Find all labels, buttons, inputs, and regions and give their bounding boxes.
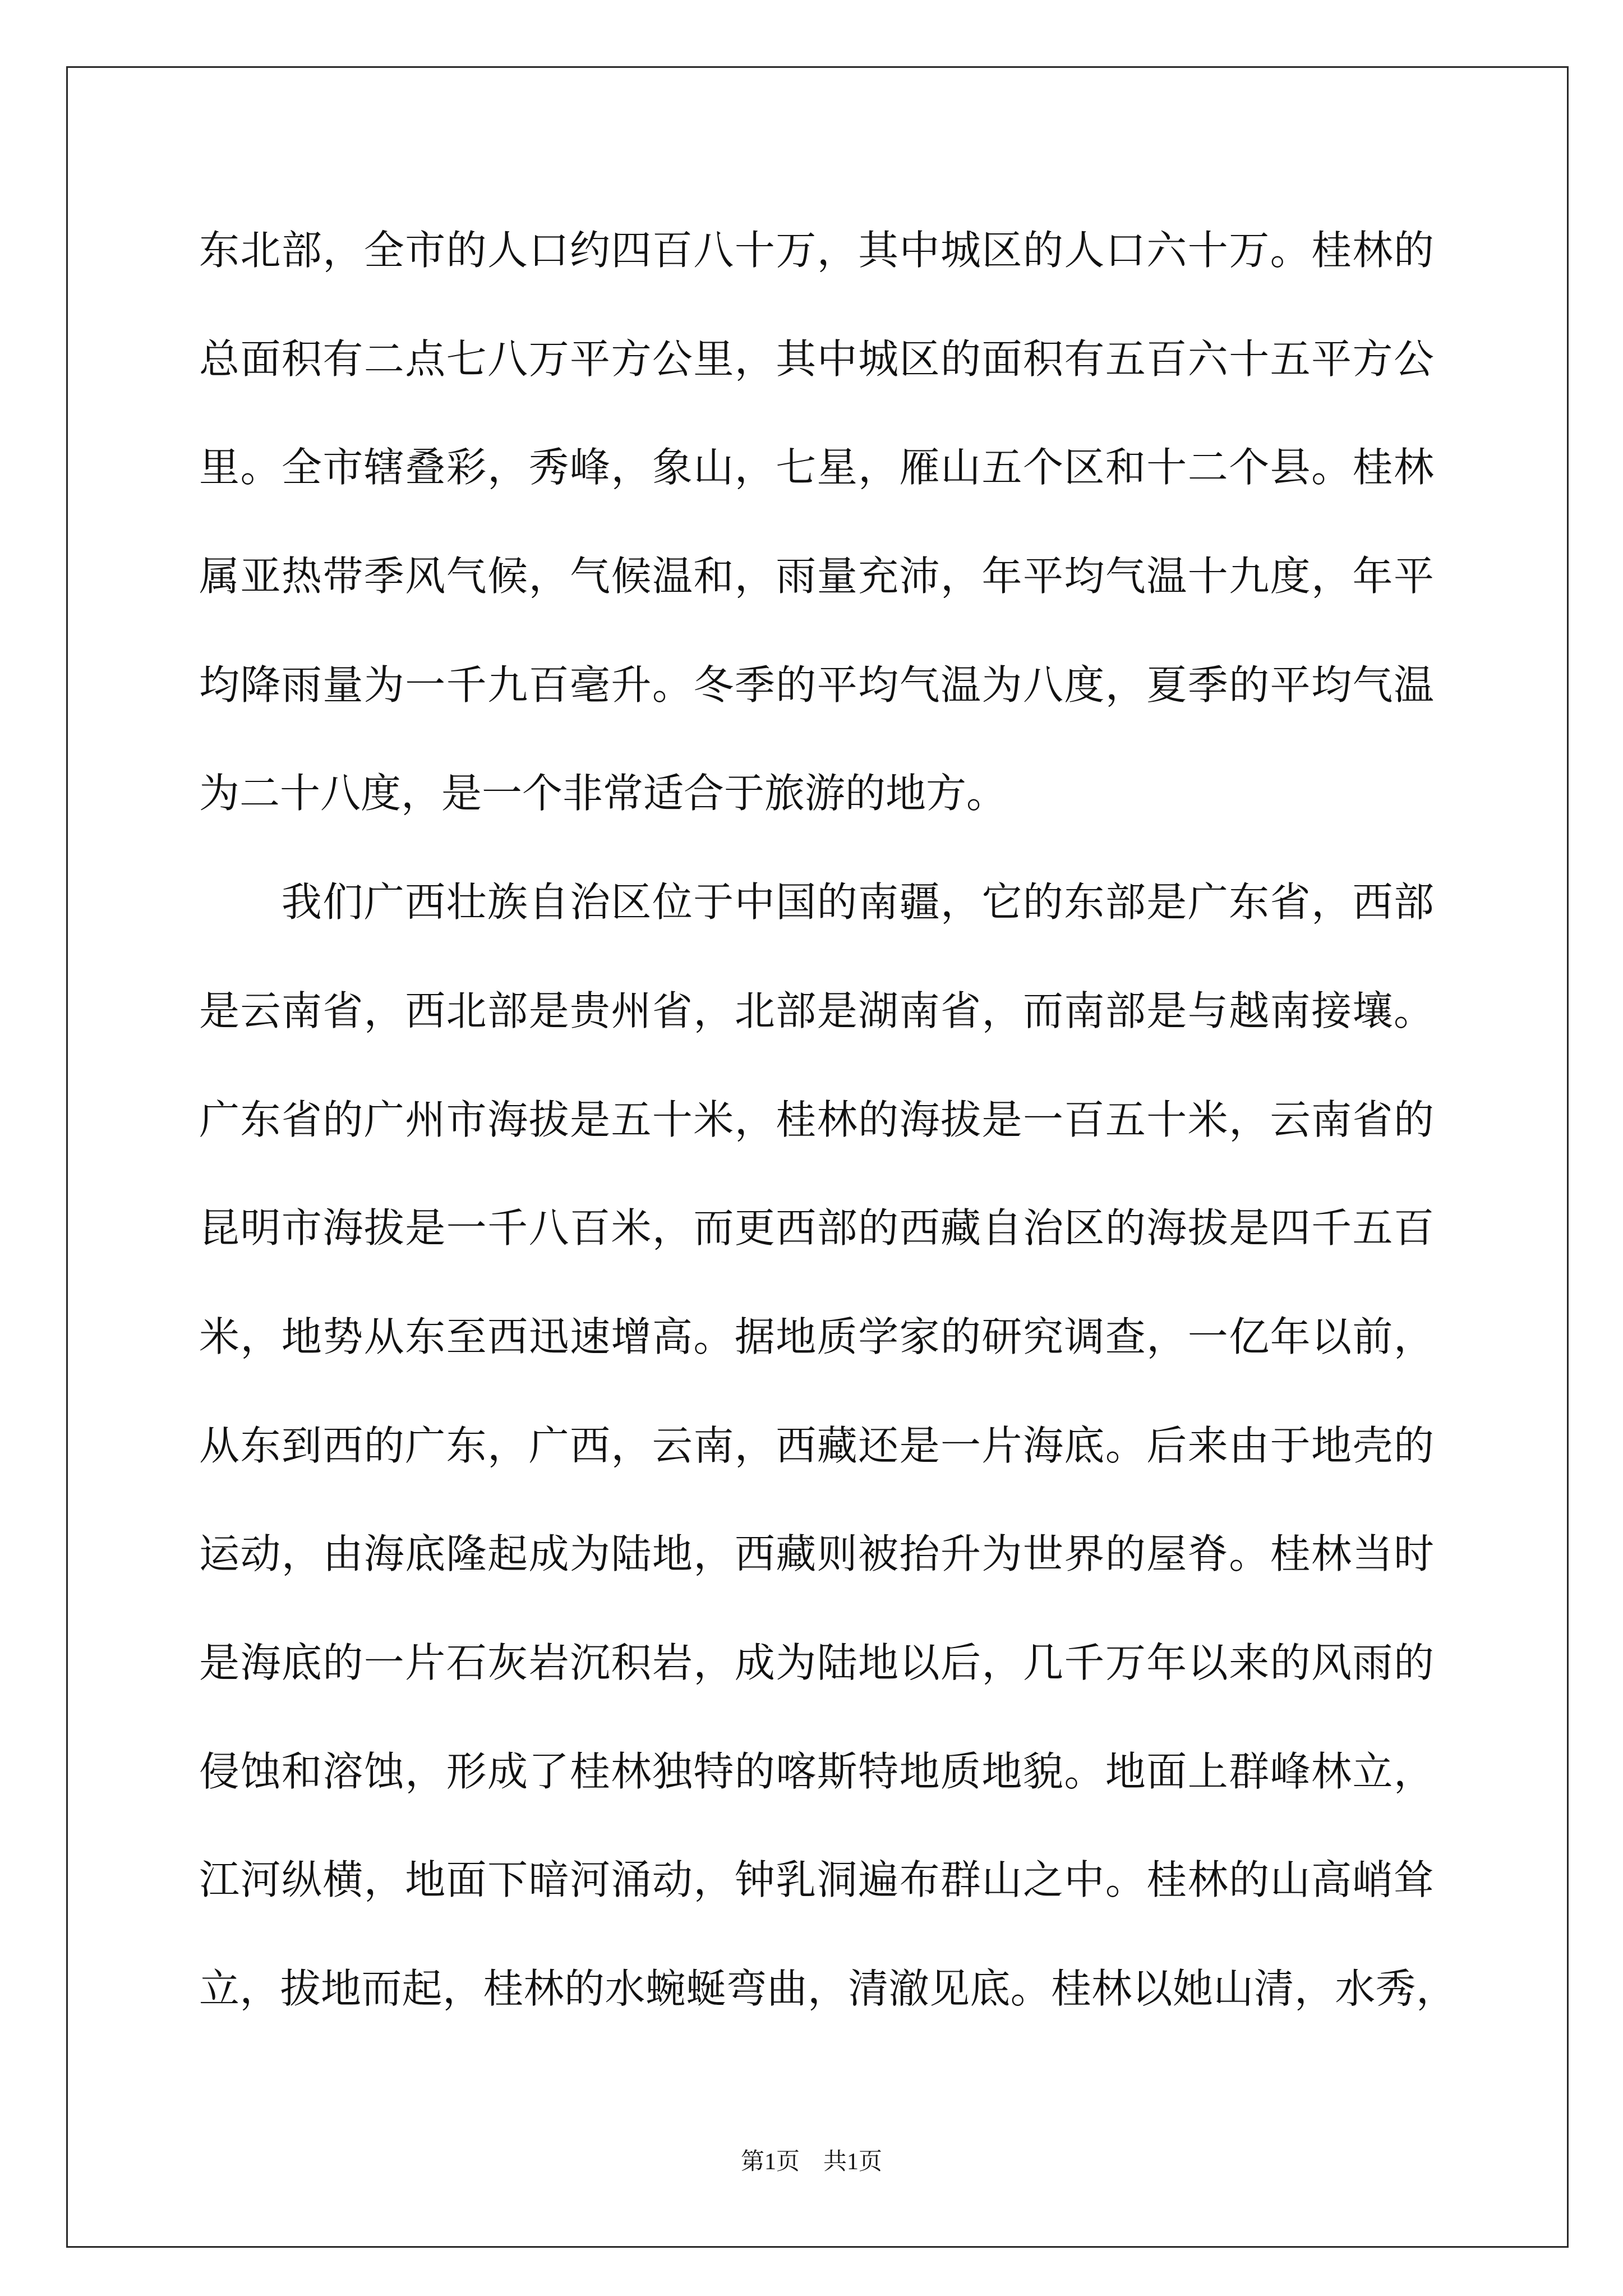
text-line: 从东到西的广东，广西，云南，西藏还是一片海底。后来由于地壳的	[199, 1421, 1434, 1469]
text-line: 是海底的一片石灰岩沉积岩，成为陆地以后，几千万年以来的风雨的	[199, 1639, 1434, 1686]
text-line: 属亚热带季风气候，气候温和，雨量充沛，年平均气温十九度，年平	[199, 553, 1434, 600]
text-line: 江河纵横，地面下暗河涌动，钟乳洞遍布群山之中。桂林的山高峭耸	[199, 1856, 1434, 1904]
text-line: 昆明市海拔是一千八百米，而更西部的西藏自治区的海拔是四千五百	[199, 1204, 1434, 1252]
text-line: 我们广西壮族自治区位于中国的南疆，它的东部是广东省，西部	[281, 878, 1434, 926]
text-line: 均降雨量为一千九百毫升。冬季的平均气温为八度，夏季的平均气温	[199, 661, 1434, 708]
paragraph	[199, 848, 1456, 2044]
text-line: 里。全市辖叠彩，秀峰，象山，七星，雁山五个区和十二个县。桂林	[199, 444, 1434, 491]
text-line: 广东省的广州市海拔是五十米，桂林的海拔是一百五十米，云南省的	[199, 1096, 1434, 1143]
page-footer: 第1页 共1页	[740, 2149, 882, 2175]
text-line: 米，地势从东至西迅速增高。据地质学家的研究调查，一亿年以前，	[199, 1313, 1434, 1360]
text-line: 运动，由海底隆起成为陆地，西藏则被抬升为世界的屋脊。桂林当时	[199, 1530, 1434, 1578]
paragraph	[199, 196, 1434, 848]
text-line: 侵蚀和溶蚀，形成了桂林独特的喀斯特地质地貌。地面上群峰林立，	[199, 1747, 1434, 1795]
text-line: 东北部，全市的人口约四百八十万，其中城区的人口六十万。桂林的	[199, 227, 1434, 274]
text-line: 立，拔地而起，桂林的水蜿蜒弯曲，清澈见底。桂林以她山清，水秀，	[199, 1965, 1456, 2012]
body-text	[199, 196, 1456, 2044]
text-line: 总面积有二点七八万平方公里，其中城区的面积有五百六十五平方公	[199, 335, 1434, 383]
text-line: 是云南省，西北部是贵州省，北部是湖南省，而南部是与越南接壤。	[199, 987, 1434, 1034]
text-line: 为二十八度，是一个非常适合于旅游的地方。	[199, 770, 1007, 817]
